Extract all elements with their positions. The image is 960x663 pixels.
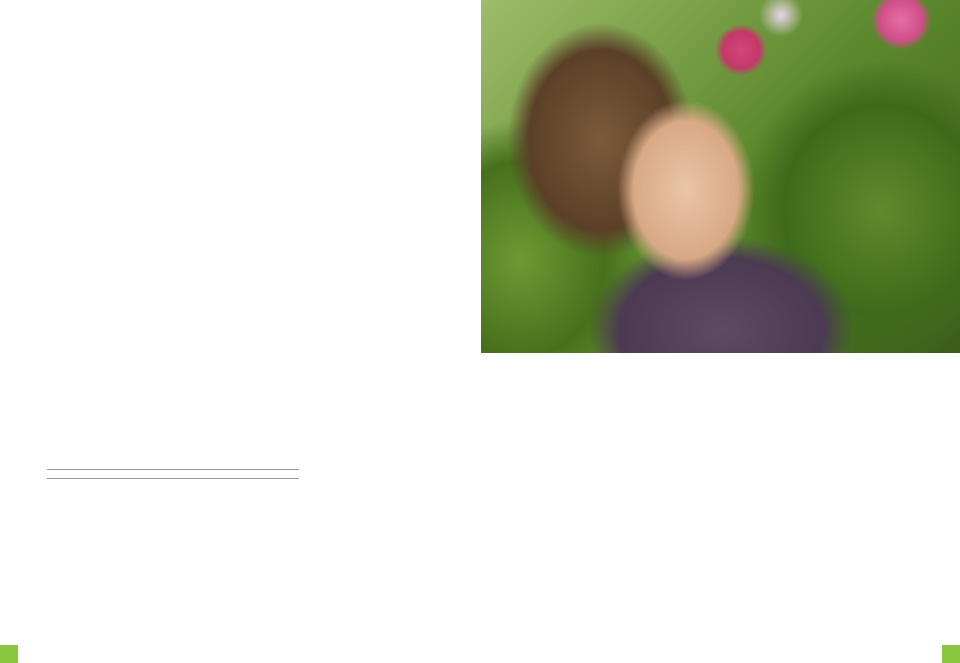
col2 bbox=[176, 153, 301, 161]
photo-gardener bbox=[481, 0, 960, 353]
running-header bbox=[6, 0, 9, 9]
col1 bbox=[47, 153, 169, 167]
page-number-left bbox=[0, 645, 18, 663]
col4 bbox=[535, 385, 653, 395]
table-8 bbox=[47, 466, 299, 490]
pie-chart-svg bbox=[793, 436, 958, 546]
col3 bbox=[307, 356, 433, 364]
bar-chart-svg bbox=[305, 150, 435, 270]
bar-chart bbox=[305, 150, 435, 350]
page-number-right bbox=[942, 645, 960, 663]
pie-chart bbox=[793, 436, 958, 626]
